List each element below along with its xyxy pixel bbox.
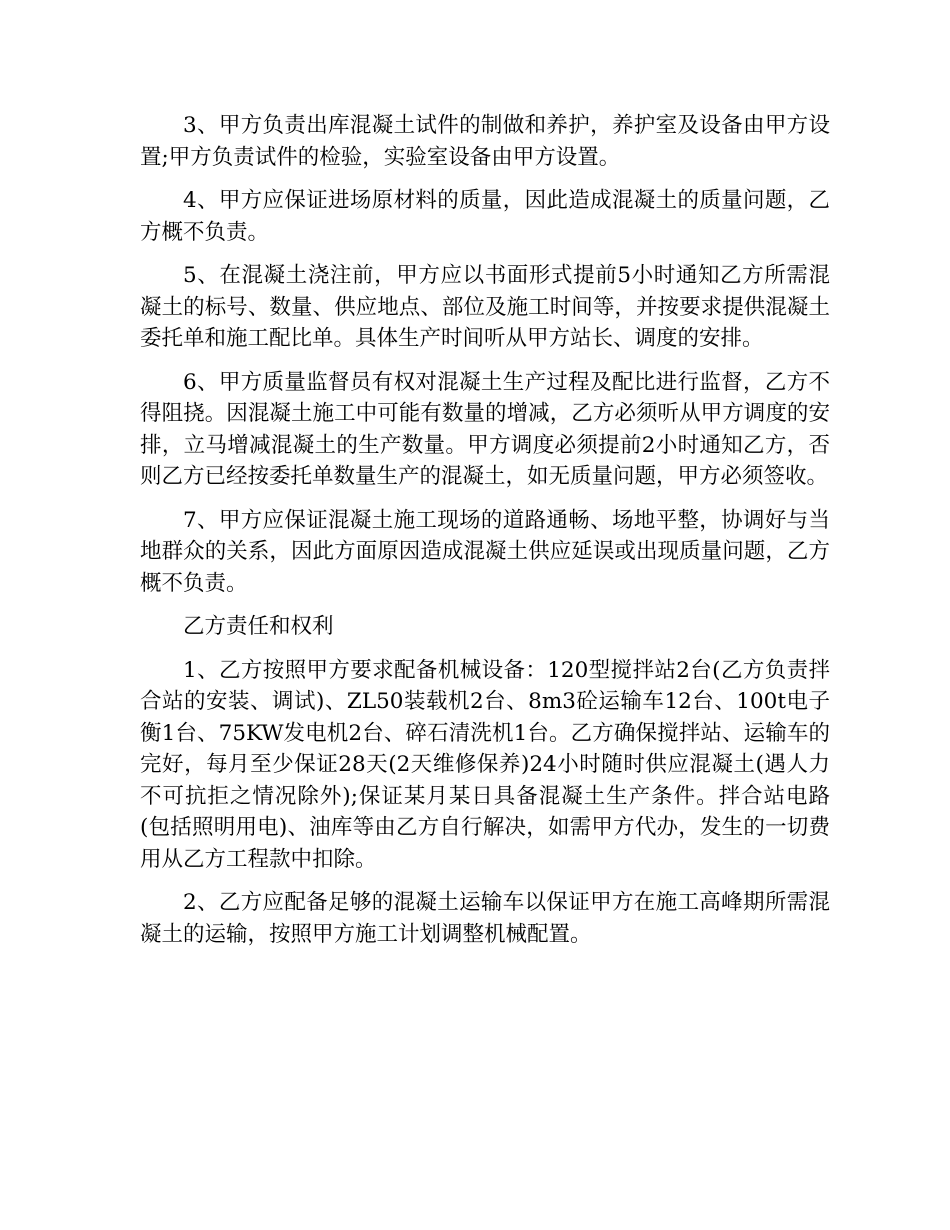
clause-party-a-7: 7、甲方应保证混凝土施工现场的道路通畅、场地平整，协调好与当地群众的关系，因此方面原因造成混凝土供应延误或出现质量问题，乙方概不负责。 xyxy=(140,507,830,596)
clause-party-a-3: 3、甲方负责出库混凝土试件的制做和养护，养护室及设备由甲方设置;甲方负责试件的检验，实验室设备由甲方设置。 xyxy=(140,113,830,170)
clause-party-a-6: 6、甲方质量监督员有权对混凝土生产过程及配比进行监督，乙方不得阻挠。因混凝土施工中可能有数量的增减，乙方必须听从甲方调度的安排，立马增减混凝土的生产数量。甲方调度必须提前2小时通知乙方，否则乙方已经按委托单数量生产的混凝土，如无质量问题，甲方必须签收。 xyxy=(140,369,830,489)
section-heading-party-b: 乙方责任和权利 xyxy=(183,614,334,639)
clause-party-a-4: 4、甲方应保证进场原材料的质量，因此造成混凝土的质量问题，乙方概不负责。 xyxy=(140,188,830,245)
clause-party-b-2: 2、乙方应配备足够的混凝土运输车以保证甲方在施工高峰期所需混凝土的运输，按照甲方施工计划调整机械配置。 xyxy=(140,890,830,947)
clause-party-b-1: 1、乙方按照甲方要求配备机械设备：120型搅拌站2台(乙方负责拌合站的安装、调试)、ZL50装载机2台、8m3砼运输车12台、100t电子衡1台、75KW发电机2台、碎石清洗机1台。乙方确保搅拌站、运输车的完好，每月至少保证28天(2天维修保养)24小时随时供应混凝土(遇人力不可抗拒之情况除外);保证某月某日具备混凝土生产条件。拌合站电路(包括照明用电)、油库等由乙方自行解决，如需甲方代办，发生的一切费用从乙方工程款中扣除。 xyxy=(140,657,830,872)
clause-party-a-5: 5、在混凝土浇注前，甲方应以书面形式提前5小时通知乙方所需混凝土的标号、数量、供应地点、部位及施工时间等，并按要求提供混凝土委托单和施工配比单。具体生产时间听从甲方站长、调度的安排。 xyxy=(140,263,830,351)
document-page xyxy=(140,110,830,962)
